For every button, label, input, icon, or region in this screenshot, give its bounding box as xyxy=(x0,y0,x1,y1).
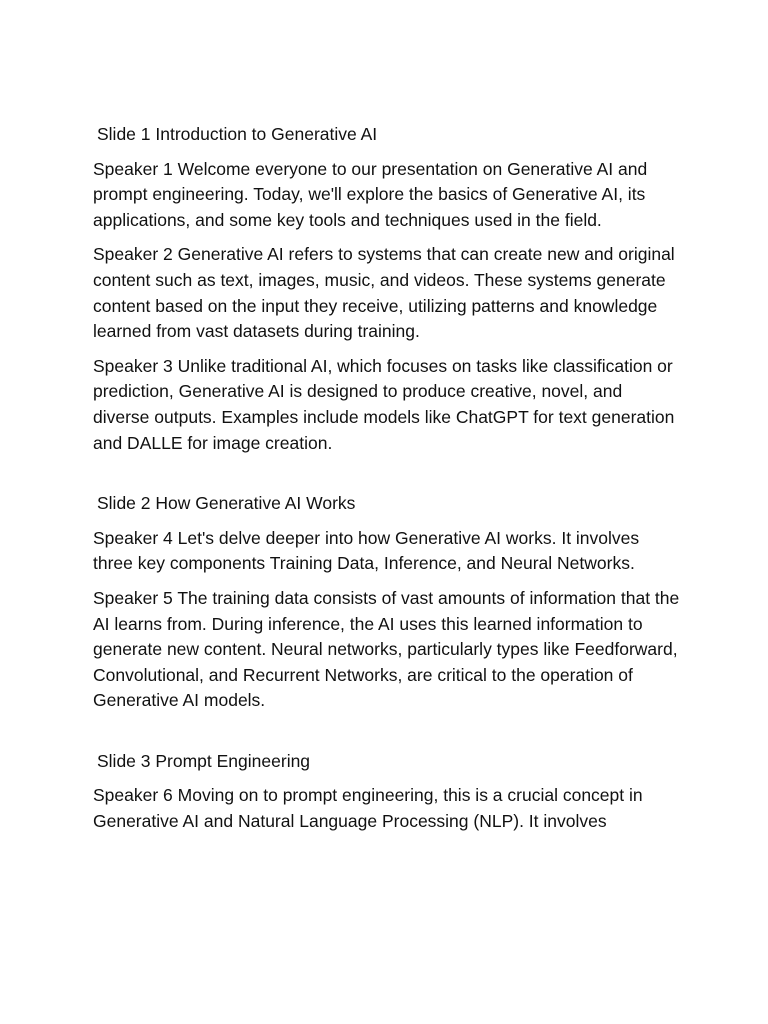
section-spacer xyxy=(93,723,683,749)
speaker-2-paragraph: Speaker 2 Generative AI refers to systems that can create new and original content such as text, images, music, and videos. These systems generate content based on the input they receive, utilizing patterns and knowledge learned from vast datasets during training. xyxy=(93,244,675,342)
speaker-1-paragraph: Speaker 1 Welcome everyone to our presentation on Generative AI and prompt engineering. Today, we'll explore the basics of Generative AI, its applications, and some key tools and techniques used in the field. xyxy=(93,158,648,230)
slide-2-title: Slide 2 How Generative AI Works xyxy=(97,493,356,514)
slide-3-title: Slide 3 Prompt Engineering xyxy=(97,750,311,771)
document-page xyxy=(93,122,683,844)
slide-1-title: Slide 1 Introduction to Generative AI xyxy=(97,124,378,144)
speaker-4-paragraph: Speaker 4 Let's delve deeper into how Generative AI works. It involves three key components Training Data, Inference, and Neural Networks. xyxy=(93,527,640,574)
speaker-6-paragraph: Speaker 6 Moving on to prompt engineering, this is a crucial concept in Generative AI and Natural Language Processing (NLP). It involves xyxy=(93,785,643,832)
speaker-5-paragraph: Speaker 5 The training data consists of vast amounts of information that the AI learns from. During inference, the AI uses this learned information to generate new content. Neural networks, particularly types like Feedforward, Convolutional, and Recurrent Networks, are critical to the operation of Generative AI models. xyxy=(93,587,680,711)
section-spacer xyxy=(93,465,683,491)
speaker-3-paragraph: Speaker 3 Unlike traditional AI, which focuses on tasks like classification or prediction, Generative AI is designed to produce creative, novel, and diverse outputs. Examples include models like ChatGPT for text generation and DALLE for image creation. xyxy=(93,355,675,453)
